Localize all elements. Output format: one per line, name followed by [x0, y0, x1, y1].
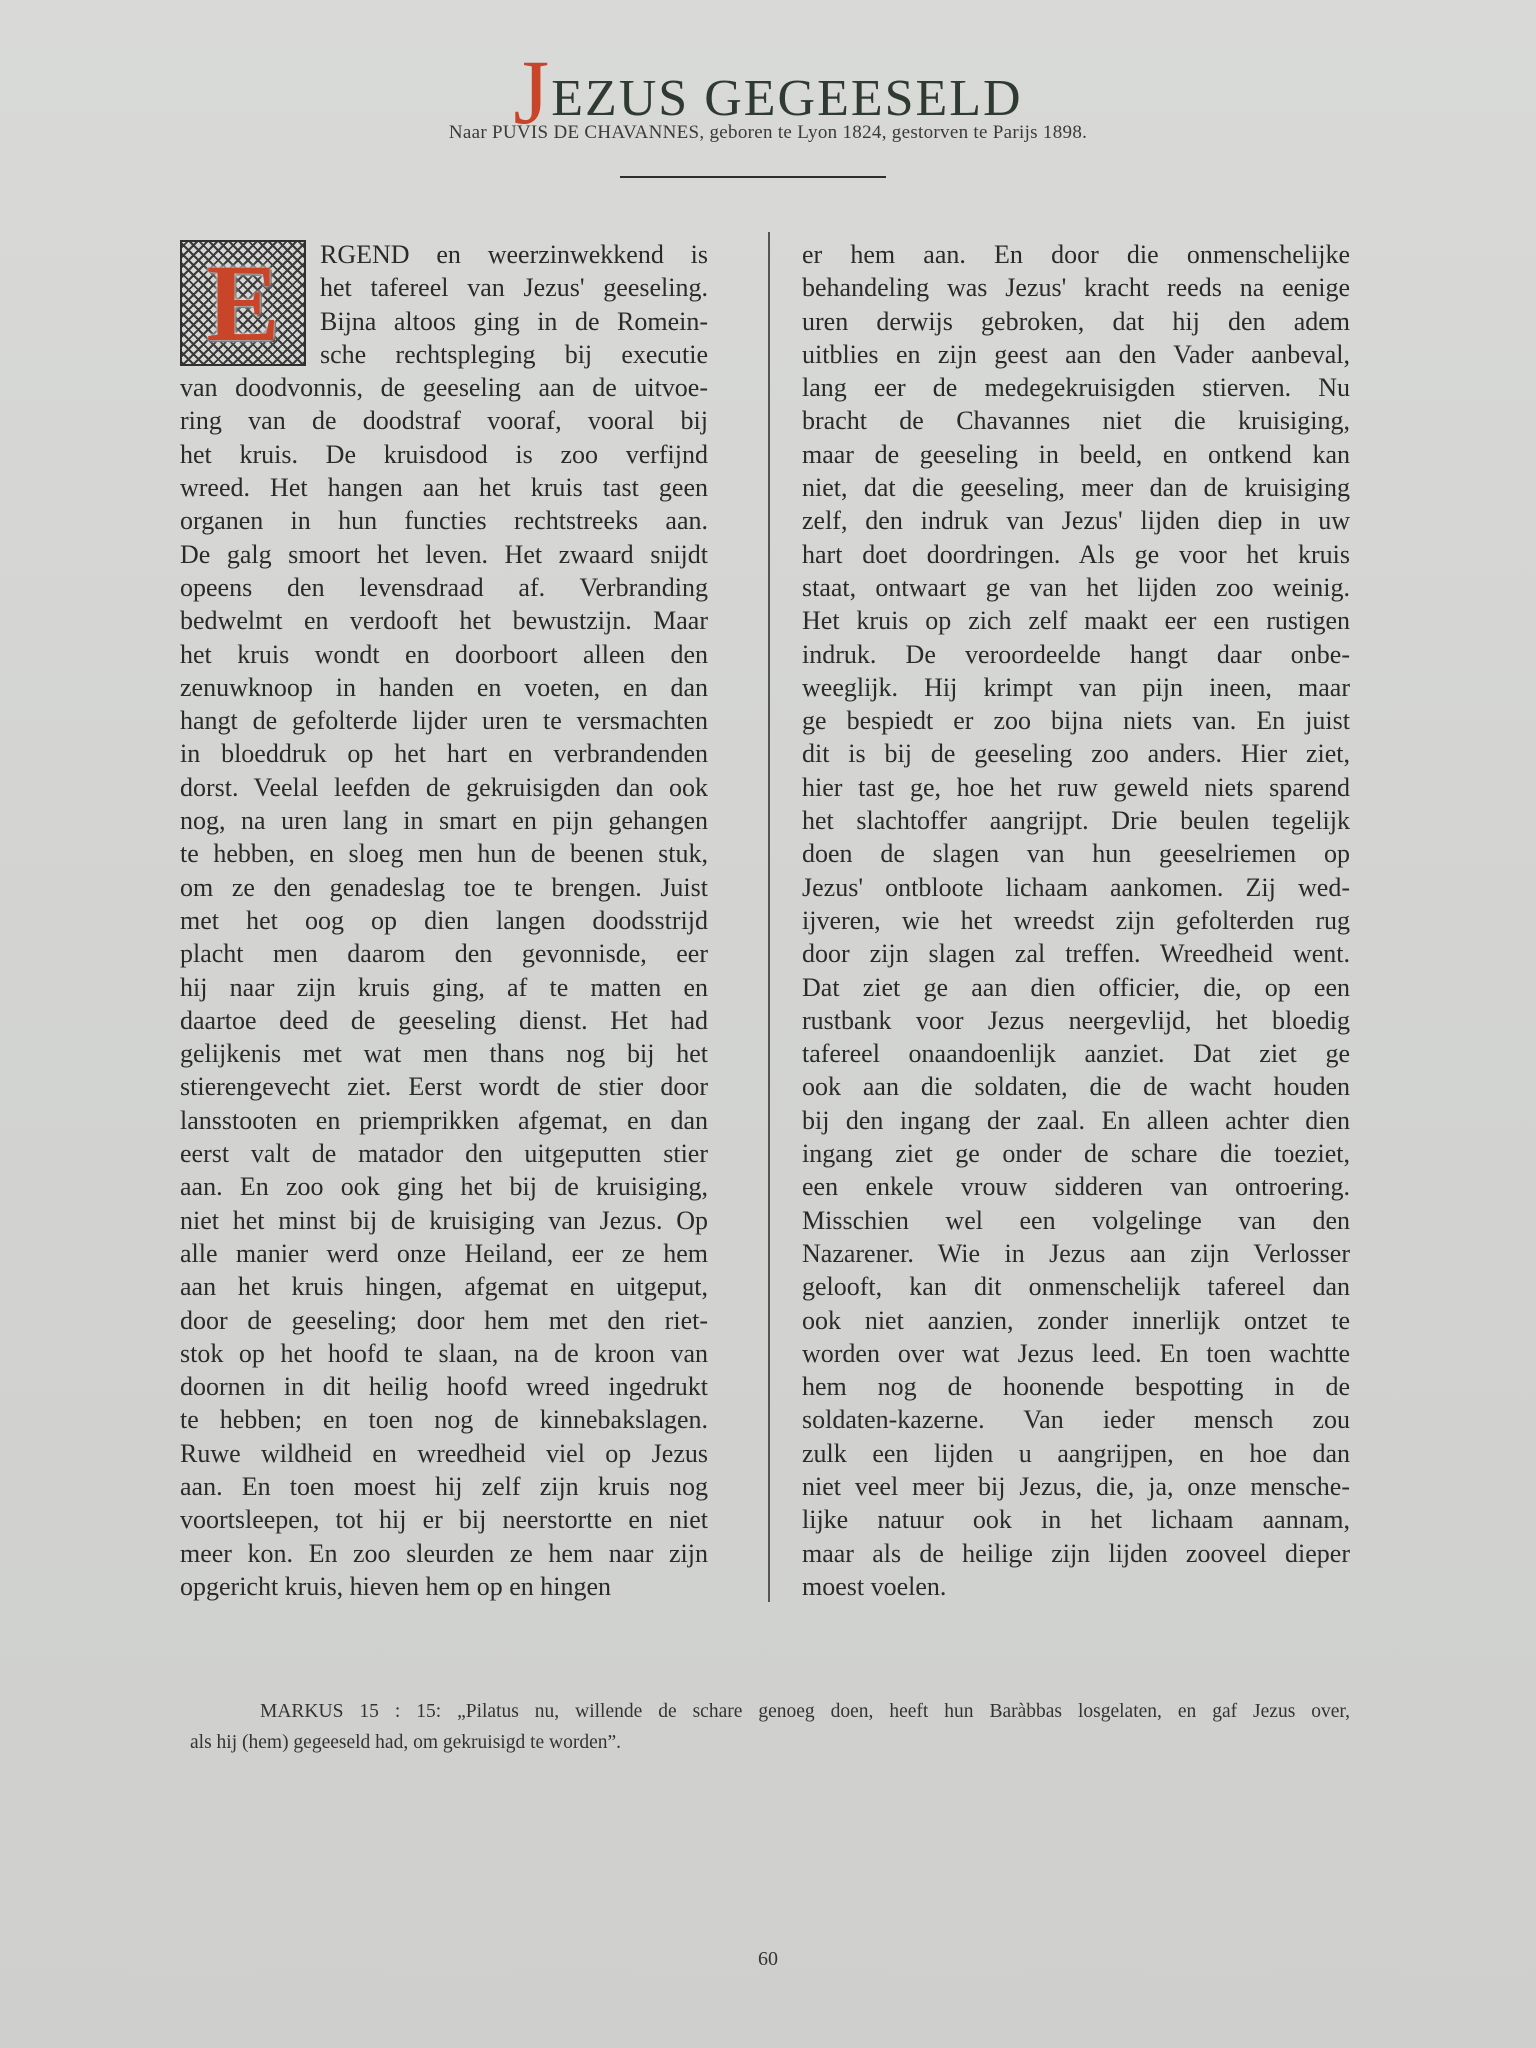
title-divider: [620, 176, 886, 178]
text-line: het tafereel van Jezus' geeseling.: [320, 273, 708, 303]
text-line: gelijkenis met wat men thans nog bij het: [180, 1039, 708, 1069]
right-text-column: [802, 238, 1350, 1603]
text-line: weeglijk. Hij krimpt van pijn ineen, maar: [802, 672, 1350, 702]
text-line: alle manier werd onze Heiland, eer ze hem: [180, 1238, 708, 1268]
quote-line: als hij (hem) gegeeseld had, om gekruisigd te worden”.: [190, 1732, 622, 1753]
subtitle: Naar PUVIS DE CHAVANNES, geboren te Lyon 1824, gestorven te Parijs 1898.: [448, 122, 1088, 143]
text-line: rustbank voor Jezus neergevlijd, het bloedig: [802, 1005, 1350, 1035]
text-line: aan. En toen moest hij zelf zijn kruis nog: [180, 1471, 708, 1501]
text-line: behandeling was Jezus' kracht reeds na eenige: [802, 273, 1350, 303]
text-line: staat, ontwaart ge van het lijden zoo weinig.: [802, 572, 1350, 602]
text-line: zenuwknoop in handen en voeten, en dan: [180, 672, 708, 702]
text-line: ingang ziet ge onder de schare die toeziet,: [802, 1139, 1350, 1169]
text-line: zulk een lijden u aangrijpen, en hoe dan: [802, 1438, 1350, 1468]
text-line: voortsleepen, tot hij er bij neerstortte en niet: [180, 1505, 708, 1535]
text-line: eerst valt de matador den uitgeputten stier: [180, 1139, 708, 1169]
text-line: bij den ingang der zaal. En alleen achter dien: [802, 1105, 1350, 1135]
column-divider: [768, 232, 770, 1602]
text-line: het kruis. De kruisdood is zoo verfijnd: [180, 439, 708, 469]
text-line: sche rechtspleging bij executie: [320, 339, 708, 369]
text-line: tafereel onaandoenlijk aanziet. Dat ziet ge: [802, 1039, 1350, 1069]
text-line: niet, dat die geeseling, meer dan de kruisiging: [802, 473, 1350, 503]
text-line: moest voelen.: [802, 1571, 947, 1601]
text-line: stierengevecht ziet. Eerst wordt de stier door: [180, 1072, 708, 1102]
text-line: hier tast ge, hoe het ruw geweld niets sparend: [802, 772, 1350, 802]
text-line: meer kon. En zoo sleurden ze hem naar zijn: [180, 1538, 708, 1568]
text-line: organen in hun functies rechtstreeks aan.: [180, 506, 708, 536]
text-line: RGEND en weerzinwekkend is: [320, 240, 708, 269]
text-line: ook aan die soldaten, die de wacht houden: [802, 1072, 1350, 1102]
text-line: door zijn slagen zal treffen. Wreedheid went.: [802, 939, 1350, 969]
text-line: ring van de doodstraf vooraf, vooral bij: [180, 406, 708, 436]
text-line: zelf, den indruk van Jezus' lijden diep in uw: [802, 506, 1350, 536]
text-line: dit is bij de geeseling zoo anders. Hier ziet,: [802, 739, 1350, 769]
text-line: Dat ziet ge aan dien officier, die, op een: [802, 972, 1350, 1002]
text-line: hart doet doordringen. Als ge voor het kruis: [802, 539, 1350, 569]
text-line: ook niet aanzien, zonder innerlijk ontzet te: [802, 1305, 1350, 1335]
text-line: het slachtoffer aangrijpt. Drie beulen tegelijk: [802, 806, 1350, 836]
text-line: te hebben, en sloeg men hun de beenen stuk,: [180, 839, 708, 869]
text-line: lijke natuur ook in het lichaam aannam,: [802, 1505, 1350, 1535]
text-line: daartoe deed de geeseling dienst. Het had: [180, 1005, 708, 1035]
text-line: Het kruis op zich zelf maakt eer een rustigen: [802, 606, 1350, 636]
text-line: ge bespiedt er zoo bijna niets van. En juist: [802, 706, 1350, 736]
text-line: worden over wat Jezus leed. En toen wachtte: [802, 1338, 1350, 1368]
text-line: doornen in dit heilig hoofd wreed ingedrukt: [180, 1372, 708, 1402]
text-line: te hebben; en toen nog de kinnebakslagen.: [180, 1405, 708, 1435]
title-initial: J: [513, 41, 552, 143]
dropcap-letter: E: [206, 242, 280, 364]
left-text-column: [180, 238, 708, 1603]
text-line: bracht de Chavannes niet die kruisiging,: [802, 406, 1350, 436]
text-line: Nazarener. Wie in Jezus aan zijn Verlosser: [802, 1238, 1350, 1268]
text-line: in bloeddruk op het hart en verbrandenden: [180, 739, 708, 769]
text-line: om ze den genadeslag toe te brengen. Juist: [180, 872, 708, 902]
text-line: indruk. De veroordeelde hangt daar onbe-: [802, 639, 1350, 669]
text-line: doen de slagen van hun geeselriemen op: [802, 839, 1350, 869]
text-line: Ruwe wildheid en wreedheid viel op Jezus: [180, 1438, 708, 1468]
text-line: het kruis wondt en doorboort alleen den: [180, 639, 708, 669]
text-line: wreed. Het hangen aan het kruis tast geen: [180, 473, 708, 503]
text-line: De galg smoort het leven. Het zwaard snijdt: [180, 539, 708, 569]
text-line: opgericht kruis, hieven hem op en hingen: [180, 1571, 612, 1601]
text-line: soldaten-kazerne. Van ieder mensch zou: [802, 1405, 1350, 1435]
text-line: uren derwijs gebroken, dat hij den adem: [802, 306, 1350, 336]
scripture-quote: [190, 1696, 1350, 1758]
text-line: bedwelmt en verdooft het bewustzijn. Maar: [180, 606, 708, 636]
text-line: een enkele vrouw sidderen van ontroering.: [802, 1172, 1350, 1202]
text-line: hangt de gefolterde lijder uren te versmachten: [180, 706, 708, 736]
text-line: Bijna altoos ging in de Romein-: [320, 306, 708, 336]
text-line: van doodvonnis, de geeseling aan de uitvoe-: [180, 373, 708, 403]
text-line: stok op het hoofd te slaan, na de kroon van: [180, 1338, 708, 1368]
text-line: maar de geeseling in beeld, en ontkend kan: [802, 439, 1350, 469]
text-line: lang eer de medegekruisigden stierven. Nu: [802, 373, 1350, 403]
text-line: hij naar zijn kruis ging, af te matten en: [180, 972, 708, 1002]
text-line: er hem aan. En door die onmenschelijke: [802, 240, 1350, 269]
text-line: uitblies en zijn geest aan den Vader aanbeval,: [802, 339, 1350, 369]
text-line: Jezus' ontbloote lichaam aankomen. Zij wed-: [802, 872, 1350, 902]
quote-line: MARKUS 15 : 15: „Pilatus nu, willende de schare genoeg doen, heeft hun Baràbbas losgelaten, en gaf Jezus over,: [260, 1701, 1350, 1722]
text-line: aan. En zoo ook ging het bij de kruisiging,: [180, 1172, 708, 1202]
text-line: Misschien wel een volgelinge van den: [802, 1205, 1350, 1235]
page-number: 60: [758, 1948, 778, 1970]
text-line: met het oog op dien langen doodsstrijd: [180, 905, 708, 935]
text-line: niet het minst bij de kruisiging van Jezus. Op: [180, 1205, 708, 1235]
text-line: niet veel meer bij Jezus, die, ja, onze mensche-: [802, 1471, 1350, 1501]
text-line: door de geeseling; door hem met den riet-: [180, 1305, 708, 1335]
title-rest: EZUS GEGEESELD: [551, 70, 1023, 127]
text-line: nog, na uren lang in smart en pijn gehangen: [180, 806, 708, 836]
text-line: placht men daarom den gevonnisde, eer: [180, 939, 708, 969]
text-line: aan het kruis hingen, afgemat en uitgeput,: [180, 1272, 708, 1302]
text-line: opeens den levensdraad af. Verbranding: [180, 572, 708, 602]
text-line: ijveren, wie het wreedst zijn gefolterden rug: [802, 905, 1350, 935]
text-line: dorst. Veelal leefden de gekruisigden dan ook: [180, 772, 708, 802]
text-line: hem nog de hoonende bespotting in de: [802, 1372, 1350, 1402]
text-line: maar als de heilige zijn lijden zooveel dieper: [802, 1538, 1350, 1568]
text-line: gelooft, kan dit onmenschelijk tafereel dan: [802, 1272, 1350, 1302]
text-line: lansstooten en priemprikken afgemat, en dan: [180, 1105, 708, 1135]
